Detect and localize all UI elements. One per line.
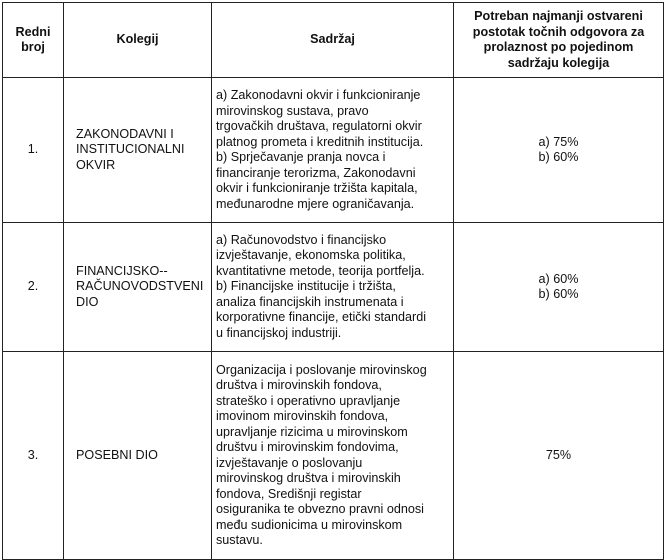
text-line: osiguranika te obvezno pravni odnosi [216,502,424,516]
text-line: strateško i operativno upravljanje [216,393,401,408]
text-line: društva i mirovinskih fondova, [216,378,382,392]
text-line: Redni [15,24,51,39]
text-line: broj [21,40,45,54]
text-line: postotak točnih odgovora za [472,24,645,39]
header-postotak [454,3,664,78]
text-line: DIO [76,294,99,309]
header-sadrzaj [212,3,454,78]
row-number: 2. [3,223,64,352]
row-kolegij [64,352,212,560]
text-line: korporativne financije, etički standardi [216,310,427,325]
text-line: POSEBNI DIO [76,447,158,462]
row-kolegij [64,78,212,223]
text-line: 75% [545,447,572,462]
header-row [3,3,664,78]
row-postotak [454,223,664,352]
row-kolegij [64,223,212,352]
text-line: sustavu. [216,533,263,547]
text-line: INSTITUCIONALNI [76,142,185,157]
row-postotak [454,78,664,223]
text-line: upravljanje rizicima u mirovinskom [216,424,408,439]
row-postotak [454,352,664,560]
text-line: b) Sprječavanje pranja novca i [216,150,386,164]
text-line: okvir i funkcioniranje tržišta kapitala, [216,181,418,195]
text-line: Kolegij [116,32,159,47]
row-sadrzaj [212,352,454,560]
text-line: analiza financijskih instrumenata i [216,294,404,309]
table-row [3,352,664,560]
row-sadrzaj [212,78,454,223]
text-line: a) 60% [538,271,579,286]
text-line: imovinom mirovinskih fondova, [216,409,389,423]
exam-requirements-table [2,2,664,560]
text-line: Potreban najmanji ostvareni [474,9,643,23]
header-kolegij [64,3,212,78]
text-line: izvještavanje, ekonomska politika, [216,248,406,263]
text-line: Sadržaj [310,32,355,47]
text-line: b) Financijske institucije i tržišta, [216,279,396,294]
text-line: kvantitativne metode, teorija portfelja. [216,263,425,278]
text-line: platnog prometa i kreditnih institucija. [216,134,424,149]
text-line: društvu i mirovinskim fondovima, [216,440,399,454]
text-line: a) Računovodstvo i financijsko [216,232,387,247]
text-line: mirovinskog sustava, pravo [216,103,369,118]
text-line: financiranje terorizma, Zakonodavni [216,165,416,180]
text-line: FINANCIJSKO-- [76,263,168,278]
text-line: prolaznost po pojedinom [483,40,634,54]
text-line: OKVIR [76,157,116,172]
text-line: u financijskoj industriji. [216,325,342,340]
text-line: a) Zakonodavni okvir i funkcioniranje [216,88,421,102]
text-line: mirovinskog društva i mirovinskih [216,471,401,485]
text-line: ZAKONODAVNI I [76,126,174,141]
text-line: RAČUNOVODSTVENI [76,279,204,294]
row-number: 1. [3,78,64,223]
table-row [3,78,664,223]
header-num [3,3,64,78]
text-line: Organizacija i poslovanje mirovinskog [216,362,427,377]
text-line: a) 75% [538,134,579,149]
text-line: fondova, Središnji registar [216,486,362,501]
text-line: među sudionicima u mirovinskom [216,517,403,532]
text-line: sadržaju kolegija [507,55,610,70]
text-line: b) 60% [538,150,579,164]
table-row [3,223,664,352]
text-line: trgovačkih društava, regulatorni okvir [216,119,422,133]
row-sadrzaj [212,223,454,352]
text-line: međunarodne mjere ograničavanja. [216,196,415,211]
row-number: 3. [3,352,64,560]
text-line: b) 60% [538,287,579,301]
text-line: izvještavanje o poslovanju [216,455,363,470]
